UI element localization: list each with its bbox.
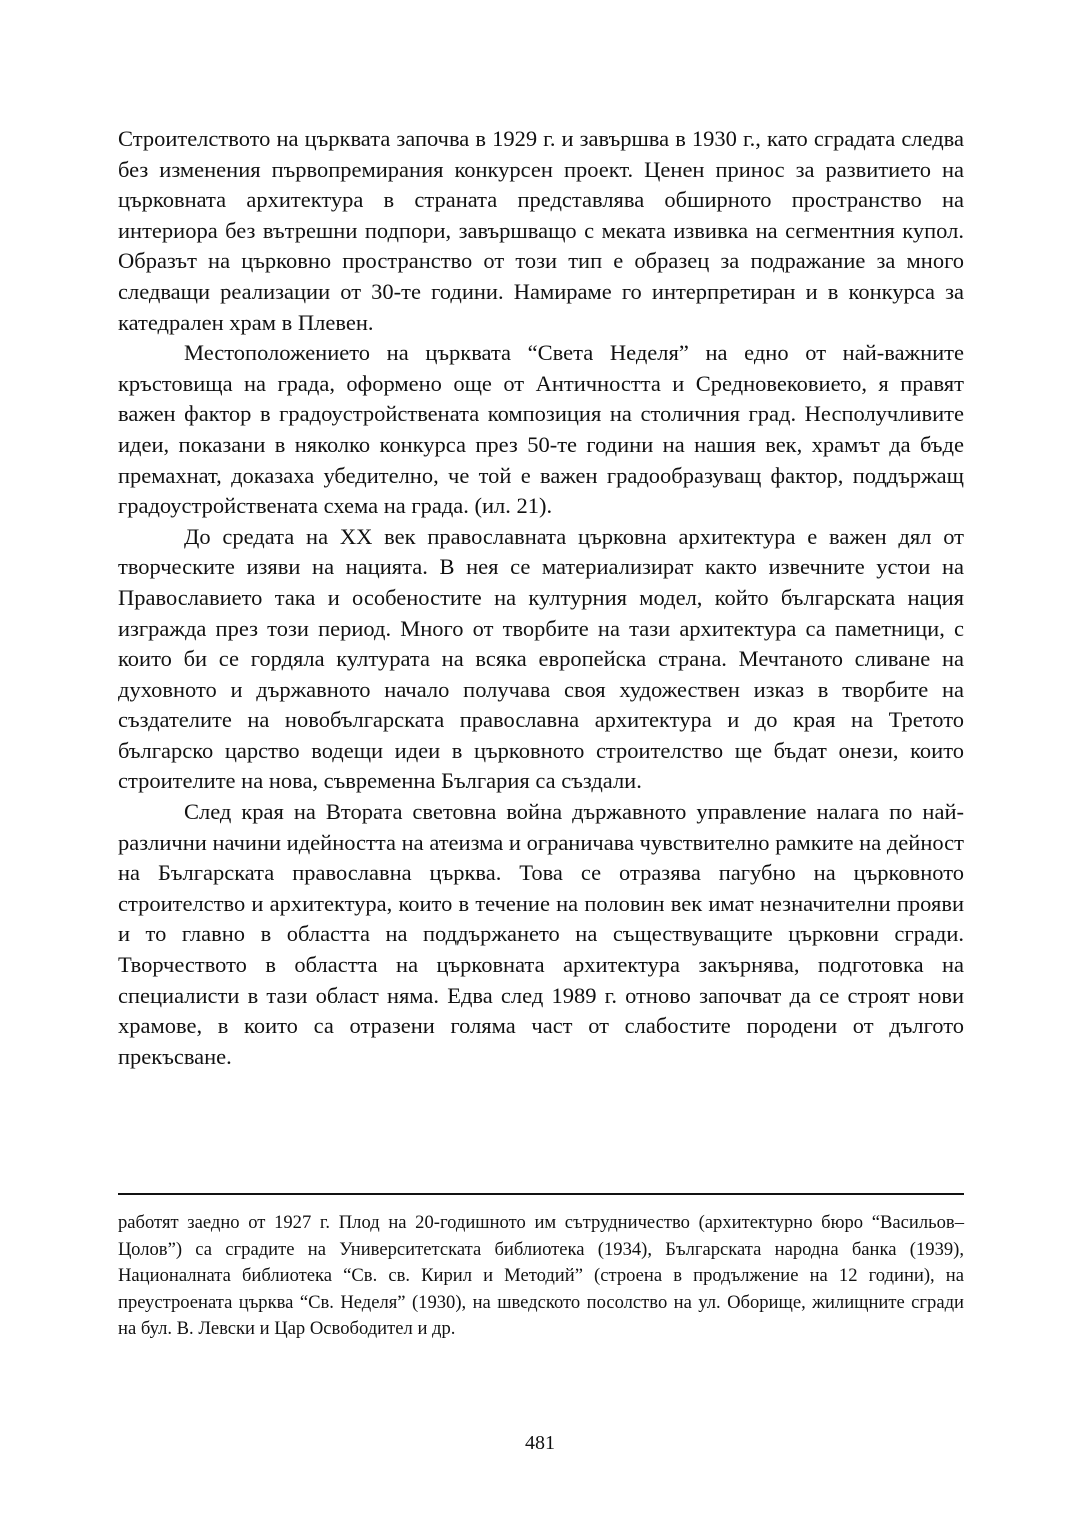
footnote-text: работят заедно от 1927 г. Плод на 20-годишното им сътрудничество (архитектурно бюро “Васильов–Цолов”) са сградите на Университетската библиотека (1934), Българската народна банка (1939), Националната библиотека “Св. св. Кирил и Методий” (строена в продължение на 12 години), на преустроената църква “Св. Неделя” (1930), на шведското посолство на ул. Оборище, жилищните сгради на бул. В. Левски и Цар Освободител и др.: [118, 1212, 964, 1339]
paragraph-4: След края на Втората световна война държавното управление налага по най-различни начини идейността на атеизма и ограничава чувствително рамките на дейност на Българската православна църква. Това се отразява пагубно на църковното строителство и архитектура, които в течение на половин век имат незначителни прояви и то главно в областта на поддържането на съществуващите църковни сгради. Творчеството в областта на църковната архитектура закърнява, подготовка на специалисти в тази област няма. Едва след 1989 г. отново започват да се строят нови храмове, в които са отразени голяма част от слабостите породени от дългото прекъсване.: [118, 799, 964, 1069]
paragraph-2: Местоположението на църквата “Света Неделя” на едно от най-важните кръстовища на града, оформено още от Античността и Средновековието, я правят важен фактор в градоустройствената композиция на столичния град. Несполучливите идеи, показани в няколко конкурса през 50-те години на нашия век, храмът да бъде премахнат, доказаха убедително, че той е важен градообразуващ фактор, поддържащ градоустройствената схема на града. (ил. 21).: [118, 340, 964, 519]
paragraph-3: До средата на ХХ век православната църковна архитектура е важен дял от творческите изяви на нацията. В нея се материализират както извечните устои на Православието така и особеностите на културния модел, който българската нация изгражда през този период. Много от творбите на тази архитектура са паметници, с които би се гордяла културата на всяка европейска страна. Мечтаното сливане на духовното и държавното начало получава своя художествен изказ в творбите на създателите на новобългарската православна архитектура и до края на Третото българско царство водещи идеи в църковното строителство ще бъдат онези, които строителите на нова, съвременна България са създали.: [118, 523, 964, 794]
page-body: [118, 124, 964, 1072]
page-number: 481: [525, 1432, 555, 1454]
footnote-divider: [118, 1193, 964, 1195]
paragraph-1: Строителството на църквата започва в 1929 г. и завършва в 1930 г., като сградата следва без изменения първопремирания конкурсен проект. Ценен принос за развитието на църковната архитектура в страната представлява обширното пространство на интериора без вътрешни подпори, завършващо с меката извивка на сегментния купол. Образът на църковно пространство от този тип е образец за подражание за много следващи реализации от 30-те години. Намираме го интерпретиран и в конкурса за катедрален храм в Плевен.: [118, 126, 964, 335]
main-text: [118, 124, 964, 1072]
